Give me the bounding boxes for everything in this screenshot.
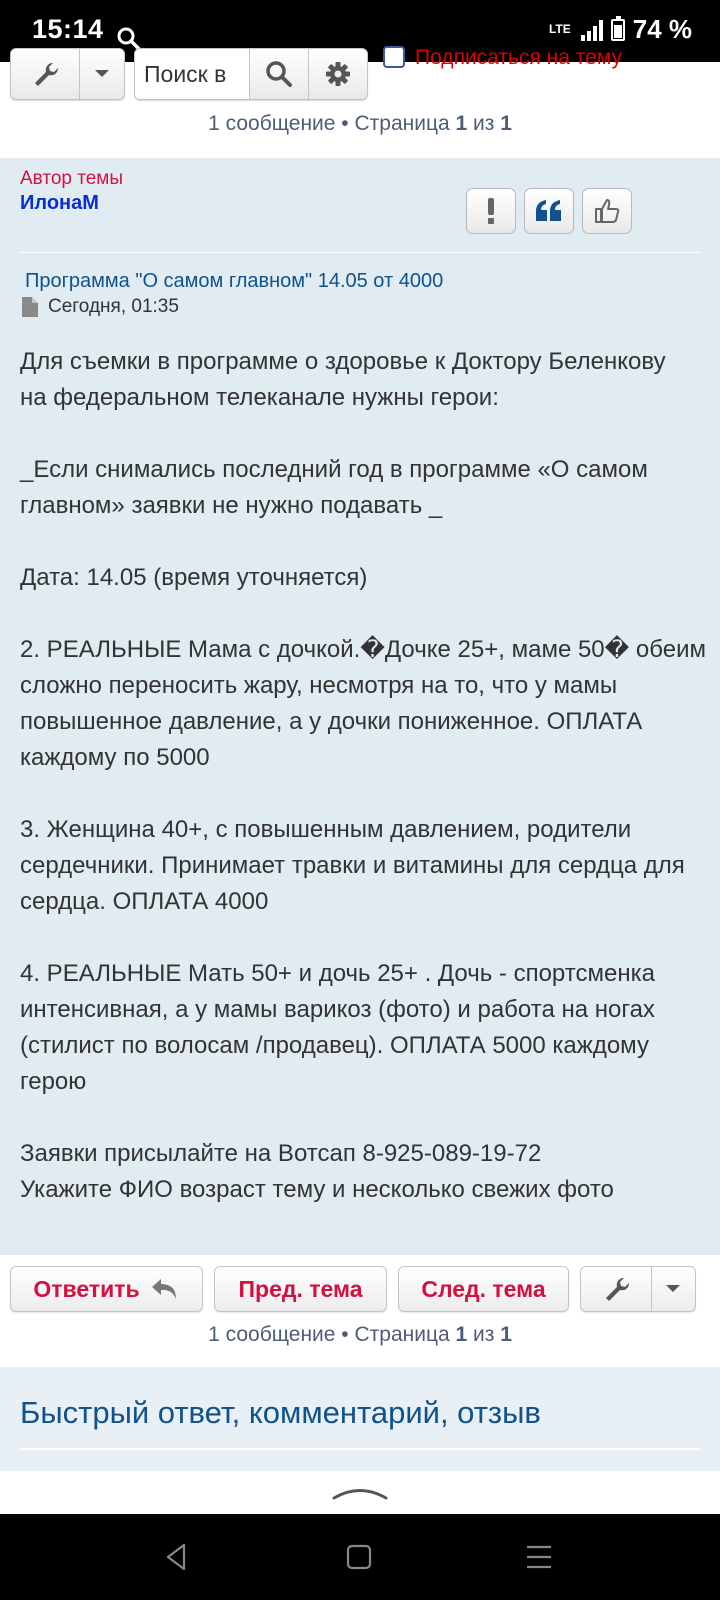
post-date: Сегодня, 01:35	[22, 296, 179, 318]
topic-tools-dropdown[interactable]	[10, 48, 125, 100]
chevron-down-icon[interactable]	[652, 1267, 695, 1311]
wrench-icon[interactable]	[581, 1267, 652, 1311]
post-actions	[466, 188, 632, 234]
battery-icon	[611, 19, 625, 41]
subscribe-checkbox[interactable]	[383, 46, 405, 68]
post-title[interactable]: Программа "О самом главном" 14.05 от 4000	[25, 270, 444, 292]
magnifier-icon	[265, 60, 293, 88]
topic-tools-dropdown-bottom[interactable]	[580, 1266, 696, 1312]
home-icon[interactable]	[344, 1542, 374, 1572]
thumbs-up-icon	[594, 198, 620, 224]
search-input[interactable]: Поиск в	[135, 49, 250, 99]
signal-icon	[581, 19, 603, 41]
battery-level: 74 %	[632, 14, 692, 44]
document-icon	[22, 297, 38, 317]
gear-icon	[325, 61, 351, 87]
post	[0, 158, 720, 1255]
network-lte-icon: LTE	[548, 22, 571, 36]
topic-search-box	[134, 48, 368, 100]
top-toolbar	[0, 46, 720, 158]
status-indicators	[549, 14, 692, 45]
back-icon[interactable]	[162, 1542, 192, 1572]
reply-label: Ответить	[33, 1275, 140, 1302]
pagination-top: 1 сообщение • Страница 1 из 1	[208, 112, 512, 135]
exclamation-icon	[486, 197, 496, 225]
quote-icon	[535, 199, 563, 223]
author-label: Автор темы	[20, 168, 124, 189]
status-time: 15:14	[32, 14, 104, 44]
post-header-divider	[20, 252, 700, 253]
subscribe-label[interactable]: Подписаться на тему	[415, 46, 622, 69]
advanced-search-button[interactable]	[309, 49, 367, 99]
chevron-up-icon	[332, 1485, 388, 1501]
like-button[interactable]	[582, 188, 632, 234]
wrench-icon[interactable]	[11, 49, 80, 99]
subscribe-topic[interactable]	[383, 46, 622, 70]
quick-reply-divider	[20, 1448, 700, 1450]
system-nav-bar	[0, 1514, 720, 1600]
next-topic-button[interactable]: След. тема	[398, 1266, 569, 1312]
collapse-handle[interactable]	[0, 1471, 720, 1514]
reply-arrow-icon	[150, 1277, 180, 1301]
post-content: Для съемки в программе о здоровье к Доктору Беленкову на федеральном телеканале нужны герои: _Если снимались последний год в программе «О самом главном» заявки не нужно подавать _ Дата: 14.05 (время уточняется) 2. РЕАЛЬНЫЕ Мама с дочкой.�Дочке 25+, маме 50� обеим сложно переносить жару, несмотря на то, что у мамы повышенное давление, а у дочки пониженное. ОПЛАТА каждому по 5000 3. Женщина 40+, с повышенным давлением, родители сердечники. Принимает травки и витамины для сердца для сердца. ОПЛАТА 4000 4. РЕАЛЬНЫЕ Мать 50+ и дочь 25+ . Дочь - спортсменка интенсивная, а у мамы варикоз (фото) и работа на ногах (стилист по волосам /продавец). ОПЛАТА 5000 каждому герою Заявки присылайте на Вотсап 8-925-089-19-72 Укажите ФИО возраст тему и несколько свежих фото	[20, 348, 707, 1203]
chevron-down-icon[interactable]	[80, 49, 124, 99]
author-name[interactable]: ИлонаМ	[20, 192, 99, 214]
recent-apps-icon[interactable]	[524, 1542, 554, 1572]
search-button[interactable]	[250, 49, 308, 99]
reply-button[interactable]	[10, 1266, 203, 1312]
pagination-bottom: 1 сообщение • Страница 1 из 1	[208, 1323, 512, 1346]
bottom-toolbar	[0, 1255, 720, 1367]
quote-button[interactable]	[524, 188, 574, 234]
report-button[interactable]	[466, 188, 516, 234]
quick-reply-section	[0, 1367, 720, 1471]
previous-topic-button[interactable]: Пред. тема	[214, 1266, 387, 1312]
quick-reply-title[interactable]: Быстрый ответ, комментарий, отзыв	[20, 1395, 541, 1430]
